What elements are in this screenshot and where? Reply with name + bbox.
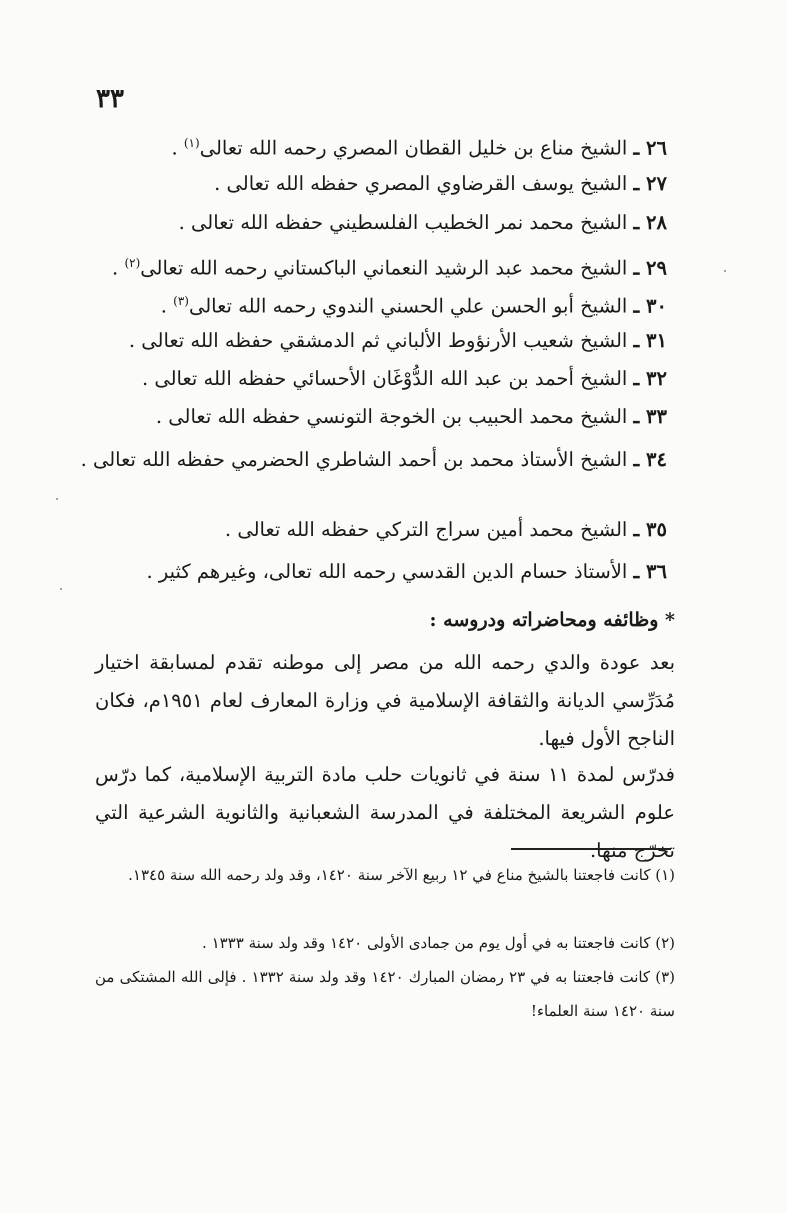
list-item: ٢٧ ـ الشيخ يوسف القرضاوي المصري حفظه الله تعالى . (214, 172, 667, 195)
scan-speck (724, 270, 726, 272)
item-number: ٣٦ ـ (633, 560, 667, 583)
item-text: الشيخ الأستاذ محمد بن أحمد الشاطري الحضرمي حفظه الله تعالى (92, 448, 628, 471)
item-number: ٢٧ ـ (633, 172, 667, 195)
list-item: ٣٠ ـ الشيخ أبو الحسن علي الحسني الندوي رحمه الله تعالى$^{(٣)}$ . (160, 294, 667, 318)
item-text: الشيخ أبو الحسن علي الحسني الندوي رحمه الله تعالى (188, 294, 628, 318)
item-text: الشيخ شعيب الأرنؤوط الألباني ثم الدمشقي حفظه الله تعالى (141, 329, 628, 352)
page-number: ٣٣ (96, 84, 124, 114)
footnote-divider (511, 848, 671, 850)
item-number: ٢٨ ـ (633, 211, 667, 234)
item-number: ٢٩ ـ (633, 256, 667, 280)
item-number: ٣٤ ـ (633, 448, 667, 471)
footnote-ref[interactable]: (١) (183, 136, 200, 150)
footnote: (٣) كانت فاجعتنا به في ٢٣ رمضان المبارك ١٤٢٠ وقد ولد سنة ١٣٣٢ . فإلى الله المشتكى من سنة ١٤٢٠ سنة العلماء! (95, 968, 675, 1020)
item-text: الشيخ محمد عبد الرشيد النعماني الباكستاني رحمه الله تعالى (140, 256, 628, 280)
item-text: الشيخ مناع بن خليل القطان المصري رحمه الله تعالى (199, 136, 628, 160)
list-item: ٣٥ ـ الشيخ محمد أمين سراج التركي حفظه الله تعالى . (224, 518, 667, 541)
list-item: ٣٤ ـ الشيخ الأستاذ محمد بن أحمد الشاطري الحضرمي حفظه الله تعالى . (80, 448, 667, 471)
item-number: ٣٣ ـ (633, 405, 667, 428)
footnote-ref[interactable]: (٢) (124, 256, 141, 270)
item-number: ٣٠ ـ (633, 294, 667, 318)
item-number: ٣٢ ـ (633, 367, 667, 390)
item-number: ٢٦ ـ (633, 136, 667, 160)
item-text: الشيخ يوسف القرضاوي المصري حفظه الله تعالى (226, 172, 628, 195)
item-number: ٣٥ ـ (633, 518, 667, 541)
item-text: الشيخ محمد الحبيب بن الخوجة التونسي حفظه الله تعالى (168, 405, 628, 428)
paragraph: فدرّس لمدة ١١ سنة في ثانويات حلب مادة التربية الإسلامية، كما درّس علوم الشريعة المختلفة في المدرسة الشعبانية والثانوية الشرعية التي تخرّج منها. (95, 763, 676, 862)
list-item: ٣٣ ـ الشيخ محمد الحبيب بن الخوجة التونسي حفظه الله تعالى . (155, 405, 667, 428)
list-item: ٣٢ ـ الشيخ أحمد بن عبد الله الدُّوْغَان الأحسائي حفظه الله تعالى . (141, 367, 667, 390)
item-text: الشيخ محمد أمين سراج التركي حفظه الله تعالى (237, 518, 628, 541)
item-text: الشيخ محمد نمر الخطيب الفلسطيني حفظه الله تعالى (191, 211, 628, 234)
list-item: ٢٨ ـ الشيخ محمد نمر الخطيب الفلسطيني حفظه الله تعالى . (178, 211, 667, 234)
footnote-ref[interactable]: (٣) (173, 294, 189, 308)
item-text: الأستاذ حسام الدين القدسي رحمه الله تعالى، وغيرهم كثير (158, 560, 628, 583)
paragraph: بعد عودة والدي رحمه الله من مصر إلى موطنه تقدم لمسابقة اختيار مُدَرِّسي الديانة والثقافة الإسلامية في وزارة المعارف لعام ١٩٥١م، فكان الناجح الأول فيها. (95, 651, 675, 750)
list-item: ٣٦ ـ الأستاذ حسام الدين القدسي رحمه الله تعالى، وغيرهم كثير . (146, 560, 667, 583)
list-item: ٢٩ ـ الشيخ محمد عبد الرشيد النعماني الباكستاني رحمه الله تعالى$^{(٢)}$ . (112, 256, 667, 280)
section-heading: * وظائفه ومحاضراته ودروسه : (429, 609, 675, 631)
scan-speck (60, 588, 62, 590)
list-item: ٣١ ـ الشيخ شعيب الأرنؤوط الألباني ثم الدمشقي حفظه الله تعالى . (128, 329, 667, 352)
scan-speck (56, 498, 58, 500)
item-text: الشيخ أحمد بن عبد الله الدُّوْغَان الأحسائي حفظه الله تعالى (154, 367, 628, 390)
list-item: ٢٦ ـ الشيخ مناع بن خليل القطان المصري رحمه الله تعالى$^{(١)}$ . (171, 136, 667, 160)
item-number: ٣١ ـ (633, 329, 667, 352)
footnote: (٢) كانت فاجعتنا به في أول يوم من جمادى الأولى ١٤٢٠ وقد ولد سنة ١٣٣٣ . (202, 934, 675, 952)
footnote: (١) كانت فاجعتنا بالشيخ مناع في ١٢ ربيع الآخر سنة ١٤٢٠، وقد ولد رحمه الله سنة ١٣٤٥. (128, 866, 675, 884)
